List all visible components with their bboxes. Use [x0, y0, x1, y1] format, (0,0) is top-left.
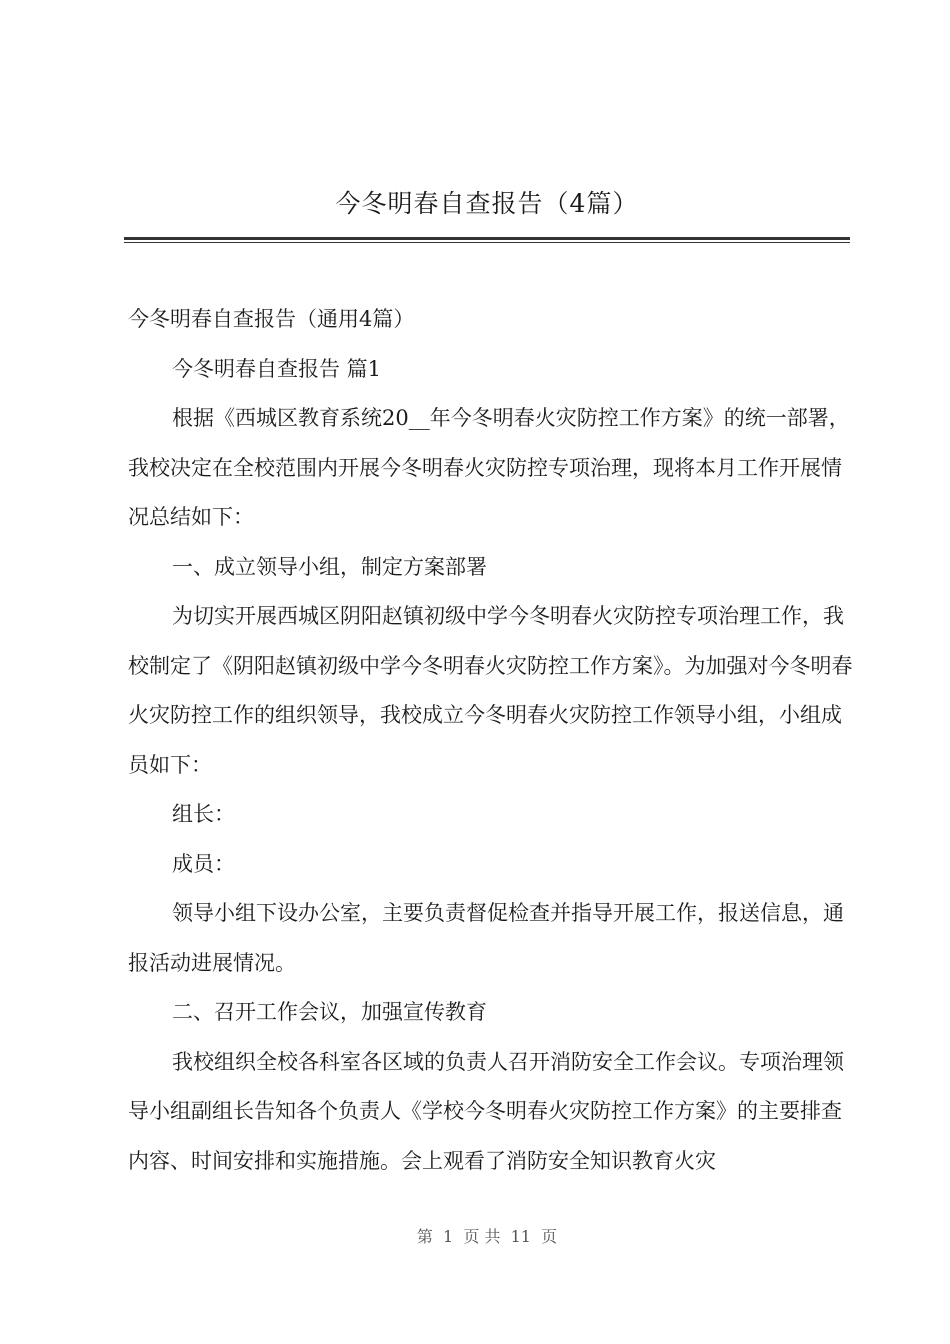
page-number: 第 1 页 共 11 页 [416, 1227, 558, 1246]
title-divider [124, 237, 850, 243]
paragraph-leader: 组长： [172, 802, 235, 826]
section-heading-2: 二、召开工作会议，加强宣传教育 [172, 1000, 487, 1024]
document-title: 今冬明春自查报告（4篇） [335, 189, 639, 218]
paragraph-office: 领导小组下设办公室，主要负责督促检查并指导开展工作，报送信息，通报活动进展情况。 [128, 901, 844, 975]
paragraph-intro: 根据《西城区教育系统20__年今冬明春火灾防控工作方案》的统一部署，我校决定在全校范围内开展今冬明春火灾防控专项治理，现将本月工作开展情况总结如下： [128, 406, 850, 529]
paragraph-subtitle: 今冬明春自查报告（通用4篇） [128, 307, 415, 331]
paragraph-members: 成员： [172, 851, 235, 876]
paragraph-meeting: 我校组织全校各科室各区域的负责人召开消防安全工作会议。专项治理领导小组副组长告知各个负责人《学校今冬明春火灾防控工作方案》的主要排查内容、时间安排和实施措施。会上观看了消防安全知识教育火灾 [128, 1049, 844, 1173]
section-heading-1: 一、成立领导小组，制定方案部署 [172, 554, 487, 579]
paragraph-plan: 为切实开展西城区阴阳赵镇初级中学今冬明春火灾防控专项治理工作，我校制定了《阴阳赵镇初级中学今冬明春火灾防控工作方案》。为加强对今冬明春火灾防控工作的组织领导，我校成立今冬明春火灾防控工作领导小组，小组成员如下： [128, 604, 853, 777]
document-body [128, 295, 854, 1186]
paragraph-part-heading: 今冬明春自查报告 篇1 [172, 356, 382, 381]
